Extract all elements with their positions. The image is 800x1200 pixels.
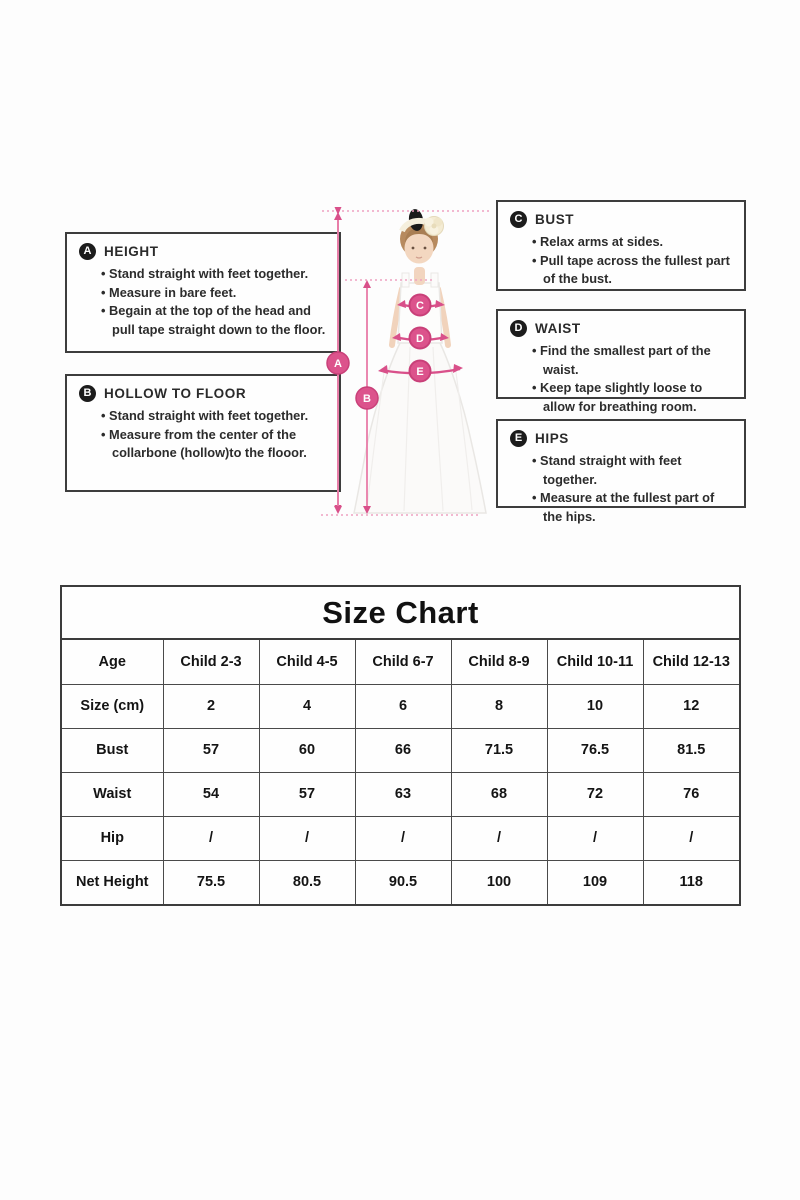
instruction-item: • Find the smallest part of the waist. — [532, 342, 736, 379]
table-cell: 66 — [355, 728, 451, 772]
instruction-item: • Measure at the fullest part of the hips. — [532, 489, 736, 526]
table-cell: / — [355, 816, 451, 860]
svg-text:D: D — [416, 333, 424, 345]
instruction-box-hips — [496, 419, 746, 524]
table-cell: / — [163, 816, 259, 860]
table-cell: / — [451, 816, 547, 860]
svg-text:B: B — [363, 393, 371, 405]
instruction-box-header — [510, 430, 736, 447]
size-chart-title: Size Chart — [62, 587, 739, 640]
instruction-box-header — [510, 320, 736, 337]
table-row-net-height — [62, 860, 739, 904]
table-row-bust — [62, 728, 739, 772]
right-eye — [424, 247, 427, 250]
table-cell: 54 — [163, 772, 259, 816]
instruction-item: • Stand straight with feet together. — [532, 452, 736, 489]
instruction-item: • Relax arms at sides. — [532, 233, 736, 252]
table-cell: 76.5 — [547, 728, 643, 772]
table-cell: / — [643, 816, 739, 860]
instruction-list — [532, 342, 736, 416]
marker-b-circle — [356, 387, 378, 409]
girl-figure-illustration — [315, 195, 505, 535]
headband-flower — [425, 217, 444, 236]
column-header: Child 10-11 — [547, 640, 643, 684]
table-cell: 75.5 — [163, 860, 259, 904]
column-header-age: Age — [62, 640, 163, 684]
table-cell: / — [259, 816, 355, 860]
table-row-hip — [62, 816, 739, 860]
instruction-list — [532, 233, 736, 289]
table-header-row — [62, 640, 739, 684]
table-cell: 109 — [547, 860, 643, 904]
marker-c-circle — [410, 295, 431, 316]
instruction-box-waist — [496, 309, 746, 414]
table-cell: 72 — [547, 772, 643, 816]
instruction-box-title: HOLLOW TO FLOOR — [104, 386, 247, 401]
instruction-box-bust — [496, 200, 746, 291]
instruction-box-hollow-to-floor — [65, 374, 341, 492]
table-cell: 57 — [259, 772, 355, 816]
table-cell: 81.5 — [643, 728, 739, 772]
instruction-list — [532, 452, 736, 526]
table-cell: 4 — [259, 684, 355, 728]
instruction-box-title: HEIGHT — [104, 244, 159, 259]
table-cell: 60 — [259, 728, 355, 772]
instruction-item: • Pull tape across the fullest part of the bust. — [532, 252, 736, 289]
table-cell: 71.5 — [451, 728, 547, 772]
svg-text:A: A — [334, 358, 342, 370]
table-cell: 100 — [451, 860, 547, 904]
instruction-list — [101, 407, 331, 463]
table-row-size — [62, 684, 739, 728]
marker-c-badge: C — [510, 211, 527, 228]
table-cell: 12 — [643, 684, 739, 728]
row-label: Net Height — [62, 860, 163, 904]
marker-d-badge: D — [510, 320, 527, 337]
instruction-item: • Measure in bare feet. — [101, 284, 331, 303]
marker-a-badge: A — [79, 243, 96, 260]
instruction-box-header — [79, 385, 331, 402]
column-header: Child 4-5 — [259, 640, 355, 684]
row-label: Hip — [62, 816, 163, 860]
marker-d-circle — [410, 328, 431, 349]
table-cell: 57 — [163, 728, 259, 772]
svg-text:C: C — [416, 300, 424, 312]
table-cell: 80.5 — [259, 860, 355, 904]
instruction-box-title: WAIST — [535, 321, 581, 336]
instruction-box-header — [79, 243, 331, 260]
instruction-item: • Stand straight with feet together. — [101, 265, 331, 284]
instruction-item: • Measure from the center of the collarbone (hollow)to the flooor. — [101, 426, 331, 463]
measurement-diagram — [0, 0, 800, 565]
instruction-item: • Begain at the top of the head and pull tape straight down to the floor. — [101, 302, 331, 339]
table-cell: 6 — [355, 684, 451, 728]
row-label: Waist — [62, 772, 163, 816]
column-header: Child 8-9 — [451, 640, 547, 684]
instruction-list — [101, 265, 331, 339]
row-label: Size (cm) — [62, 684, 163, 728]
column-header: Child 2-3 — [163, 640, 259, 684]
table-cell: 2 — [163, 684, 259, 728]
size-chart — [60, 585, 741, 906]
instruction-box-height — [65, 232, 341, 353]
marker-b-badge: B — [79, 385, 96, 402]
table-cell: 118 — [643, 860, 739, 904]
marker-a-circle — [327, 352, 349, 374]
table-cell: 90.5 — [355, 860, 451, 904]
svg-text:E: E — [416, 366, 424, 378]
table-row-waist — [62, 772, 739, 816]
table-cell: / — [547, 816, 643, 860]
table-cell: 8 — [451, 684, 547, 728]
table-cell: 63 — [355, 772, 451, 816]
size-chart-table — [62, 640, 739, 904]
table-cell: 68 — [451, 772, 547, 816]
marker-e-badge: E — [510, 430, 527, 447]
column-header: Child 12-13 — [643, 640, 739, 684]
left-eye — [412, 247, 415, 250]
right-strap — [431, 273, 438, 287]
instruction-box-title: BUST — [535, 212, 575, 227]
row-label: Bust — [62, 728, 163, 772]
table-cell: 76 — [643, 772, 739, 816]
table-cell: 10 — [547, 684, 643, 728]
instruction-box-header — [510, 211, 736, 228]
marker-e-circle — [410, 361, 431, 382]
instruction-item: • Stand straight with feet together. — [101, 407, 331, 426]
instruction-item: • Keep tape slightly loose to allow for breathing room. — [532, 379, 736, 416]
column-header: Child 6-7 — [355, 640, 451, 684]
instruction-box-title: HIPS — [535, 431, 569, 446]
neck — [414, 267, 425, 285]
